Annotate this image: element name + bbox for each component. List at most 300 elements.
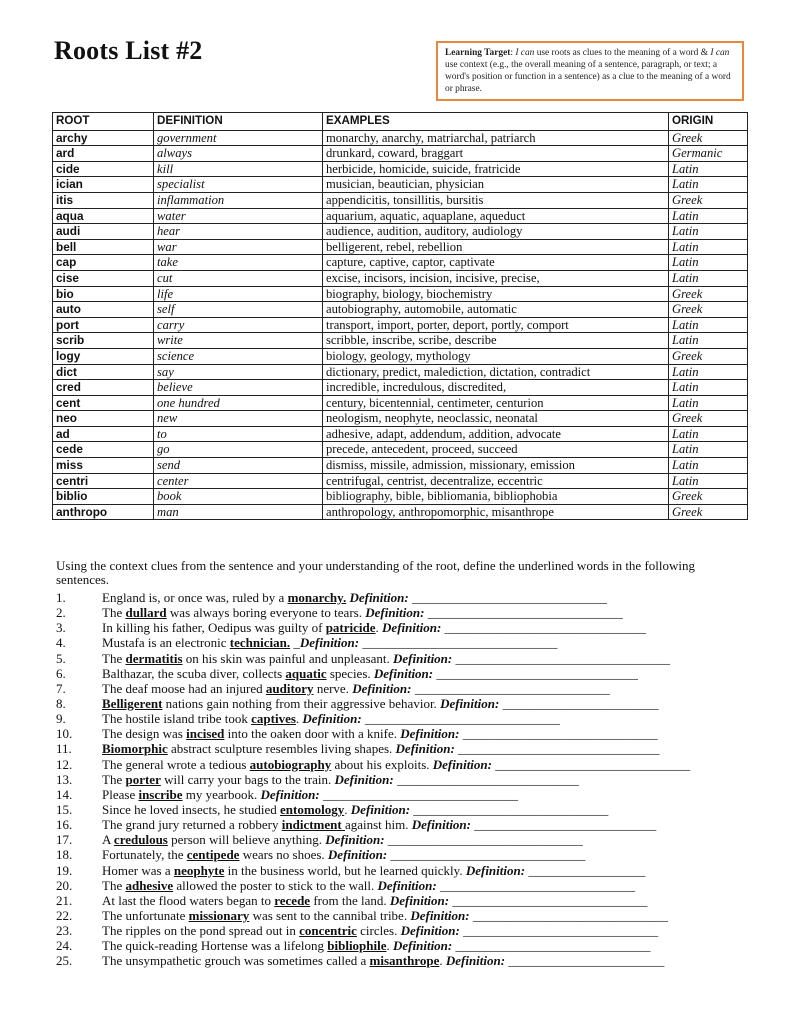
question-suffix: person will believe anything. — [167, 832, 326, 848]
question-number: 25. — [56, 953, 73, 969]
origin-cell: Greek — [669, 411, 748, 427]
question-item — [56, 953, 756, 968]
definition-cell: inflammation — [154, 192, 323, 208]
page-title: Roots List #2 — [54, 36, 203, 65]
question-prefix: The grand jury returned a robbery — [102, 817, 282, 833]
table-row — [53, 146, 748, 162]
question-prefix: The hostile island tribe took — [102, 711, 252, 727]
question-number: 9. — [56, 711, 66, 727]
roots-table — [52, 112, 748, 520]
examples-cell: biography, biology, biochemistry — [323, 286, 669, 302]
examples-cell: adhesive, adapt, addendum, addition, advocate — [323, 426, 669, 442]
question-suffix: species. — [326, 665, 374, 681]
definition-cell: take — [154, 255, 323, 271]
question-text — [102, 696, 756, 711]
header-definition: DEFINITION — [154, 113, 323, 131]
answer-blank[interactable]: ______________________________ — [411, 590, 607, 605]
question-number: 16. — [56, 817, 73, 833]
underlined-term: patricide — [325, 620, 376, 636]
answer-blank[interactable]: ______________________________ — [364, 711, 560, 727]
definition-cell: always — [154, 146, 323, 162]
definition-label: Definition — [373, 665, 429, 681]
examples-cell: dismiss, missile, admission, missionary, emission — [323, 458, 669, 474]
definition-label: Definition — [334, 771, 390, 787]
origin-cell: Latin — [669, 380, 748, 396]
definition-cell: center — [154, 473, 323, 489]
table-row — [53, 442, 748, 458]
examples-cell: biology, geology, mythology — [323, 348, 669, 364]
question-suffix: about his exploits. — [331, 756, 433, 772]
question-item — [56, 817, 756, 832]
underlined-term: auditory — [265, 680, 314, 696]
examples-cell: aquarium, aquatic, aquaplane, aqueduct — [323, 208, 669, 224]
root-cell: bell — [53, 239, 154, 255]
definition-cell: life — [154, 286, 323, 302]
question-number: 20. — [56, 877, 73, 893]
question-number: 17. — [56, 832, 73, 848]
question-text — [102, 923, 756, 938]
table-row — [53, 161, 748, 177]
question-text — [102, 953, 756, 968]
definition-colon: : — [382, 847, 391, 863]
definition-colon: : — [354, 635, 363, 651]
question-number: 14. — [56, 786, 73, 802]
table-row — [53, 130, 748, 146]
question-number: 21. — [56, 892, 73, 908]
learning-target-text-2: use context (e.g., the overall meaning of a sentence, paragraph, or text; a word's position or function in a sentence) as a clue to the meaning of a word or phrase. — [445, 60, 731, 94]
question-prefix: Please — [102, 786, 139, 802]
question-item — [56, 620, 756, 635]
origin-cell: Latin — [669, 364, 748, 380]
question-number: 4. — [56, 635, 66, 651]
question-item — [56, 832, 756, 847]
question-suffix: into the oaken door with a knife. — [224, 726, 401, 742]
question-number: 22. — [56, 907, 73, 923]
question-prefix: In killing his father, Oedipus was guilty of — [102, 620, 326, 636]
question-prefix: The unsympathetic grouch was sometimes called a — [102, 953, 370, 969]
underlined-term: Belligerent — [102, 695, 163, 711]
header-origin: ORIGIN — [669, 113, 748, 131]
table-row — [53, 411, 748, 427]
root-cell: cred — [53, 380, 154, 396]
root-cell: ad — [53, 426, 154, 442]
examples-cell: neologism, neophyte, neoclassic, neonatal — [323, 411, 669, 427]
question-number: 12. — [56, 756, 73, 772]
question-item — [56, 605, 756, 620]
root-cell: cede — [53, 442, 154, 458]
definition-cell: write — [154, 333, 323, 349]
underlined-term: indictment — [281, 817, 345, 833]
underlined-term: concentric — [299, 923, 357, 939]
answer-blank[interactable]: ______________________________ — [427, 605, 623, 621]
definition-cell: war — [154, 239, 323, 255]
question-prefix: The quick-reading Hortense was a lifelong — [102, 938, 328, 954]
examples-cell: transport, import, porter, deport, portly, comport — [323, 317, 669, 333]
question-text — [102, 832, 756, 847]
definition-colon: : — [315, 786, 324, 802]
origin-cell: Greek — [669, 348, 748, 364]
answer-blank[interactable]: ______________________________ — [462, 726, 658, 742]
question-prefix: A — [102, 832, 114, 848]
question-number: 1. — [56, 590, 66, 605]
examples-cell: drunkard, coward, braggart — [323, 146, 669, 162]
question-text — [102, 620, 756, 635]
question-text — [102, 741, 756, 756]
origin-cell: Latin — [669, 270, 748, 286]
question-number: 6. — [56, 665, 66, 681]
question-number: 23. — [56, 923, 73, 939]
answer-blank[interactable]: ________________________ — [502, 695, 659, 711]
question-item — [56, 696, 756, 711]
definition-colon: : — [432, 877, 440, 893]
question-text — [102, 863, 756, 878]
question-text — [102, 893, 756, 908]
definition-colon: : — [466, 817, 475, 833]
table-row — [53, 380, 748, 396]
answer-blank[interactable]: ______________________________ — [455, 938, 651, 954]
definition-cell: government — [154, 130, 323, 146]
question-prefix: The — [102, 877, 126, 893]
definition-cell: kill — [154, 161, 323, 177]
root-cell: aqua — [53, 208, 154, 224]
definition-colon: : — [450, 741, 459, 757]
underlined-term: technician. — [229, 635, 291, 651]
underlined-term: credulous — [113, 832, 168, 848]
examples-cell: herbicide, homicide, suicide, fratricide — [323, 161, 669, 177]
root-cell: port — [53, 317, 154, 333]
examples-cell: bibliography, bible, bibliomania, bibliophobia — [323, 489, 669, 505]
examples-cell: belligerent, rebel, rebellion — [323, 239, 669, 255]
origin-cell: Germanic — [669, 146, 748, 162]
definition-cell: hear — [154, 224, 323, 240]
questions-list — [56, 590, 756, 969]
definition-colon: : — [380, 832, 388, 848]
question-text — [102, 802, 756, 817]
definition-colon: : — [500, 953, 509, 969]
question-prefix: Fortunately, the — [102, 847, 187, 863]
question-text — [102, 908, 756, 923]
definition-label: Definition — [432, 756, 488, 772]
question-suffix: my yearbook. — [182, 786, 261, 802]
definition-cell: to — [154, 426, 323, 442]
question-suffix: . — [375, 620, 383, 636]
origin-cell: Greek — [669, 504, 748, 520]
table-row — [53, 364, 748, 380]
question-text — [102, 666, 756, 681]
answer-blank[interactable]: ______________________________ — [362, 635, 558, 651]
learning-target-text-1: use roots as clues to the meaning of a word & — [534, 48, 711, 58]
definition-colon: : — [428, 665, 437, 681]
question-number: 7. — [56, 680, 66, 696]
origin-cell: Latin — [669, 426, 748, 442]
question-text — [102, 817, 756, 832]
examples-cell: musician, beautician, physician — [323, 177, 669, 193]
origin-cell: Latin — [669, 333, 748, 349]
question-text — [102, 605, 756, 620]
answer-blank[interactable]: ______________________________ — [495, 756, 691, 772]
question-text — [102, 847, 756, 862]
question-text — [102, 635, 756, 650]
question-item — [56, 802, 756, 817]
definition-label: Definition — [350, 801, 406, 817]
answer-blank[interactable]: ______________________________ — [463, 923, 659, 939]
question-suffix: in the business world, but he learned quickly. — [224, 862, 466, 878]
question-text — [102, 787, 756, 802]
question-prefix: The — [102, 771, 126, 787]
definition-label: Definition — [465, 862, 521, 878]
underlined-term: inscribe — [138, 786, 183, 802]
definition-cell: cut — [154, 270, 323, 286]
definition-cell: self — [154, 302, 323, 318]
question-suffix: will carry your bags to the train. — [160, 771, 335, 787]
question-prefix: Balthazar, the scuba diver, collects — [102, 665, 286, 681]
table-row — [53, 224, 748, 240]
question-number: 3. — [56, 620, 66, 636]
examples-cell: precede, antecedent, proceed, succeed — [323, 442, 669, 458]
question-prefix: The — [102, 605, 126, 621]
definition-label: Definition — [352, 680, 408, 696]
roots-table-body — [53, 130, 748, 520]
root-cell: cise — [53, 270, 154, 286]
underlined-term: recede — [274, 892, 311, 908]
definition-cell: send — [154, 458, 323, 474]
header-examples: EXAMPLES — [323, 113, 669, 131]
question-text — [102, 938, 756, 953]
question-item — [56, 772, 756, 787]
question-item — [56, 711, 756, 726]
examples-cell: autobiography, automobile, automatic — [323, 302, 669, 318]
origin-cell: Greek — [669, 302, 748, 318]
table-row — [53, 426, 748, 442]
definition-colon: : — [465, 907, 473, 923]
underlined-term: misanthrope — [369, 953, 440, 969]
question-suffix: from the land. — [310, 892, 390, 908]
question-item — [56, 741, 756, 756]
question-suffix: allowed the poster to stick to the wall. — [173, 877, 378, 893]
definition-label: Definition — [377, 877, 433, 893]
underlined-term: monarchy. — [287, 590, 347, 605]
definition-label: Definition — [325, 832, 381, 848]
table-row — [53, 489, 748, 505]
table-row — [53, 239, 748, 255]
question-item — [56, 938, 756, 953]
definition-label: Definition — [393, 938, 448, 954]
origin-cell: Latin — [669, 239, 748, 255]
question-prefix: Since he loved insects, he studied — [102, 801, 280, 817]
examples-cell: scribble, inscribe, scribe, describe — [323, 333, 669, 349]
table-row — [53, 177, 748, 193]
question-text — [102, 651, 756, 666]
root-cell: cent — [53, 395, 154, 411]
origin-cell: Latin — [669, 224, 748, 240]
question-number: 19. — [56, 862, 73, 878]
answer-blank[interactable]: _________________________________ — [455, 650, 671, 666]
question-item — [56, 878, 756, 893]
question-item — [56, 651, 756, 666]
answer-blank[interactable]: _______________________________ — [436, 665, 638, 681]
question-suffix: nations gain nothing from their aggressive behavior. — [162, 695, 441, 711]
question-number: 8. — [56, 695, 66, 711]
examples-cell: monarchy, anarchy, matriarchal, patriarch — [323, 130, 669, 146]
answer-blank[interactable]: ______________________________ — [413, 801, 609, 817]
question-item — [56, 863, 756, 878]
question-suffix: against him. — [344, 817, 412, 833]
question-item — [56, 787, 756, 802]
question-text — [102, 726, 756, 741]
origin-cell: Greek — [669, 192, 748, 208]
origin-cell: Latin — [669, 161, 748, 177]
question-text — [102, 772, 756, 787]
examples-cell: appendicitis, tonsillitis, bursitis — [323, 192, 669, 208]
root-cell: bio — [53, 286, 154, 302]
definition-colon: : — [357, 711, 365, 727]
answer-blank[interactable]: ______________________________ — [439, 877, 635, 893]
definition-colon: : — [436, 620, 445, 636]
table-row — [53, 208, 748, 224]
definition-colon: : — [447, 938, 456, 954]
root-cell: miss — [53, 458, 154, 474]
underlined-term: incised — [186, 726, 225, 742]
underlined-term: adhesive — [125, 877, 174, 893]
definition-label: Definition — [440, 695, 495, 711]
answer-blank[interactable]: ____________________________ — [397, 771, 579, 787]
definition-colon: : — [444, 892, 453, 908]
question-prefix: The ripples on the pond spread out in — [102, 923, 300, 939]
question-number: 2. — [56, 605, 66, 621]
question-prefix: Homer was a — [102, 862, 174, 878]
question-item — [56, 893, 756, 908]
instructions: Using the context clues from the sentence and your understanding of the root, define the underlined words in the following sentences. — [56, 558, 695, 588]
root-cell: centri — [53, 473, 154, 489]
definition-colon: : — [420, 605, 428, 621]
definition-label: Definition — [410, 907, 466, 923]
underlined-term: centipede — [186, 847, 240, 863]
definition-label: Definition — [395, 741, 451, 757]
definition-cell: new — [154, 411, 323, 427]
definition-cell: carry — [154, 317, 323, 333]
table-row — [53, 192, 748, 208]
question-item — [56, 923, 756, 938]
origin-cell: Greek — [669, 130, 748, 146]
origin-cell: Latin — [669, 177, 748, 193]
question-prefix: The — [102, 650, 126, 666]
root-cell: ician — [53, 177, 154, 193]
definition-label: Definition — [382, 620, 437, 636]
i-can-1: I can — [515, 48, 535, 58]
question-prefix: The deaf moose had an injured — [102, 680, 266, 696]
answer-blank[interactable]: ______________________________ — [390, 847, 586, 863]
examples-cell: excise, incisors, incision, incisive, precise, — [323, 270, 669, 286]
origin-cell: Latin — [669, 208, 748, 224]
definition-colon: : — [520, 862, 529, 878]
question-suffix: nerve. — [313, 680, 353, 696]
question-text — [102, 681, 756, 696]
answer-blank[interactable]: _______________________________ — [458, 741, 660, 757]
definition-label: Definition — [365, 605, 421, 621]
question-prefix: Mustafa is an electronic — [102, 635, 230, 651]
definition-colon: : — [455, 726, 463, 742]
root-cell: archy — [53, 130, 154, 146]
underlined-term: autobiography — [249, 756, 332, 772]
question-number: 11. — [56, 741, 72, 757]
table-row — [53, 270, 748, 286]
definition-colon: : — [404, 590, 412, 605]
header-root: ROOT — [53, 113, 154, 131]
definition-label: Definition — [299, 635, 355, 651]
definition-label: Definition — [445, 953, 501, 969]
question-number: 5. — [56, 650, 66, 666]
root-cell: neo — [53, 411, 154, 427]
underlined-term: neophyte — [173, 862, 225, 878]
examples-cell: audience, audition, auditory, audiology — [323, 224, 669, 240]
root-cell: cide — [53, 161, 154, 177]
table-row — [53, 458, 748, 474]
origin-cell: Latin — [669, 442, 748, 458]
question-item — [56, 847, 756, 862]
definition-label: Definition — [389, 892, 445, 908]
answer-blank[interactable]: ____________________________ — [474, 817, 657, 833]
question-suffix: . — [439, 953, 446, 969]
underlined-term: aquatic — [285, 665, 327, 681]
question-suffix: _ — [290, 635, 300, 651]
definition-cell: say — [154, 364, 323, 380]
question-prefix: England is, or once was, ruled by a — [102, 590, 288, 605]
examples-cell: capture, captive, captor, captivate — [323, 255, 669, 271]
answer-blank[interactable]: ______________________________ — [452, 892, 648, 908]
definition-label: Definition — [349, 590, 405, 605]
answer-blank[interactable]: ______________________________ — [387, 832, 583, 848]
question-number: 18. — [56, 847, 73, 863]
definition-cell: believe — [154, 380, 323, 396]
underlined-term: dullard — [125, 605, 167, 621]
definition-label: Definition — [260, 786, 316, 802]
i-can-2: I can — [710, 48, 730, 58]
definition-label: Definition — [400, 923, 456, 939]
question-number: 24. — [56, 938, 73, 954]
table-row — [53, 504, 748, 520]
underlined-term: dermatitis — [125, 650, 183, 666]
question-text — [102, 711, 756, 726]
answer-blank[interactable]: __________________ — [528, 862, 646, 878]
learning-target-label: Learning Target — [445, 48, 511, 58]
underlined-term: Biomorphic — [102, 741, 168, 757]
examples-cell: centrifugal, centrist, decentralize, eccentric — [323, 473, 669, 489]
origin-cell: Latin — [669, 395, 748, 411]
answer-blank[interactable]: ________________________ — [508, 953, 665, 969]
definition-colon: : — [407, 680, 415, 696]
definition-cell: book — [154, 489, 323, 505]
origin-cell: Latin — [669, 255, 748, 271]
table-row — [53, 286, 748, 302]
table-row — [53, 317, 748, 333]
root-cell: itis — [53, 192, 154, 208]
answer-blank[interactable]: ______________________________ — [414, 680, 610, 696]
question-item — [56, 635, 756, 650]
answer-blank[interactable]: _______________________________ — [444, 620, 647, 636]
answer-blank[interactable]: ______________________________ — [323, 786, 519, 802]
underlined-term: porter — [125, 771, 161, 787]
root-cell: audi — [53, 224, 154, 240]
table-row — [53, 333, 748, 349]
question-item — [56, 908, 756, 923]
definition-label: Definition — [400, 726, 456, 742]
question-suffix: . — [386, 938, 394, 954]
origin-cell: Latin — [669, 317, 748, 333]
definition-colon: : — [494, 695, 503, 711]
answer-blank[interactable]: ______________________________ — [472, 907, 668, 923]
question-item — [56, 590, 756, 605]
definition-label: Definition — [327, 847, 383, 863]
